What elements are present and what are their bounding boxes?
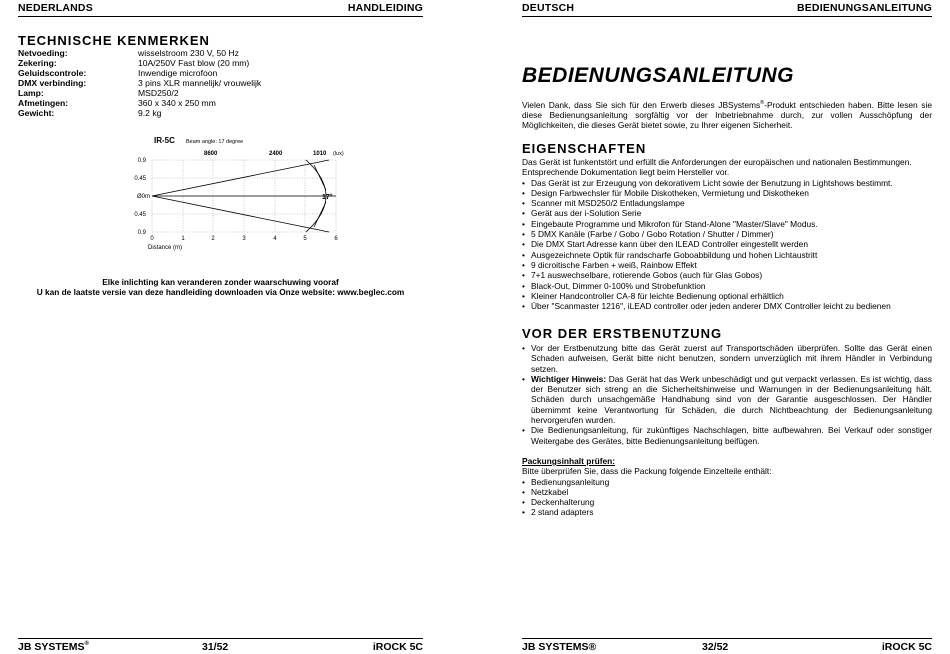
features-list [522,178,932,312]
spec-value: 3 pins XLR mannelijk/ vrouwelijk [138,78,262,88]
list-item: • Design Farbwechsler für Mobile Diskotheken, Vermietung und Diskotheken [522,188,932,198]
notice-line-1: Elke inlichting kan veranderen zonder waarschuwing vooraf [102,277,339,287]
right-header-section: BEDIENUNGSANLEITUNG [796,2,932,14]
list-item: • Eingebaute Programme und Mikrofon für Stand-Alone "Master/Slave" Modus. [522,219,932,229]
lux-label-2: 2400 [269,151,283,157]
left-header [18,0,423,17]
x-tick-4: 4 [273,236,277,242]
list-item: • Bedienungsanleitung [522,477,932,487]
x-tick-2: 2 [211,236,215,242]
spec-key: Netvoeding: [18,48,68,58]
left-header-language: NEDERLANDS [18,2,93,14]
list-item: • Deckenhalterung [522,497,932,507]
list-item: • Die Bedienungsanleitung, für zukünftiges Nachschlagen, bitte aufbewahren. Bei Verkauf oder sonstiger Weitergabe des Gerätes, bitte Bedienungsanleitung beifügen. [522,425,932,446]
spec-value: 10A/250V Fast blow (20 mm) [138,58,250,68]
left-page [18,0,423,654]
spec-key: Afmetingen: [18,98,69,108]
list-item: • Vor der Erstbenutzung bitte das Gerät zuerst auf Transportschäden überprüfen. Sollte das Gerät einen Schaden aufweisen, Gerät bitte nicht benutzen, sondern unverzüglich mit ihrem Händler in Verbindung setzen. [522,343,932,374]
y-tick-1: 0.9 [137,158,146,164]
package-contents-title: Packungsinhalt prüfen: [522,455,616,466]
left-footer-page: 31/52 [202,641,229,653]
spec-row [18,88,423,98]
lux-unit-label: (lux) [333,151,344,157]
left-footer-model: iROCK 5C [372,641,423,653]
list-item: • Gerät aus der i-Solution Serie [522,208,932,218]
y-tick-4: 0.45 [134,212,146,218]
list-item: • Die DMX Start Adresse kann über den ILEAD Controller eingestellt werden [522,239,932,249]
before-first-use-title: VOR DER ERSTBENUTZUNG [522,326,723,341]
before-first-use-block [522,343,932,518]
spec-key: Lamp: [18,88,44,98]
spec-row [18,58,423,68]
list-item: • Black-Out, Dimmer 0-100% und Strobefunktion [522,281,932,291]
technical-specs-title: TECHNISCHE KENMERKEN [18,33,210,48]
beam-angle-chart [114,133,364,251]
list-item: • Das Gerät ist zur Erzeugung von dekorativem Licht sowie der Benutzung in Lightshows bestimmt. [522,178,932,188]
list-item: • Scanner mit MSD250/2 Entladungslampe [522,198,932,208]
spec-row [18,48,423,58]
list-item: • 9 dicroitische Farben + weiß, Rainbow Effekt [522,260,932,270]
spec-value: 360 x 340 x 250 mm [138,98,216,108]
spec-value: MSD250/2 [138,88,179,98]
spec-row [18,68,423,78]
spec-row [18,98,423,108]
x-axis-label: Distance (m) [148,245,183,251]
page-title: BEDIENUNGSANLEITUNG [522,64,795,87]
spec-row [18,78,423,88]
right-header-language: DEUTSCH [522,2,575,14]
features-intro: Das Gerät ist funkentstört und erfüllt die Anforderungen der europäischen und nationalen Bestimmungen. Entsprechende Dokumentation liegt beim Hersteller vor. [522,157,912,178]
list-item: • Ausgezeichnete Optik für randscharfe Goboabbildung und hohen Lichtaustritt [522,250,932,260]
y-tick-2: 0.45 [134,176,146,182]
right-footer-page: 32/52 [702,641,729,653]
spec-value: wisselstroom 230 V, 50 Hz [138,48,239,58]
left-header-section: HANDLEIDING [347,2,423,14]
x-tick-0: 0 [150,236,154,242]
list-item: • 5 DMX Kanäle (Farbe / Gobo / Gobo Rotation / Shutter / Dimmer) [522,229,932,239]
spec-key: Zekering: [18,58,57,68]
spec-list [18,48,423,118]
right-footer [522,638,932,654]
features-title: EIGENSCHAFTEN [522,141,647,156]
list-item: • Netzkabel [522,487,932,497]
right-header [522,0,932,17]
spec-value: Inwendige microfoon [138,68,218,78]
right-page [522,0,932,654]
beam-angle-value: 17° [322,194,333,201]
spec-value: 9.2 kg [138,108,162,118]
notice-line-2: U kan de laatste versie van deze handleiding downloaden via Onze website: www.beglec.com [36,287,405,297]
left-footer-brand: JB SYSTEMS® [18,641,89,653]
x-tick-1: 1 [181,236,185,242]
left-footer [18,638,423,654]
x-tick-3: 3 [242,236,246,242]
chart-model-label: IR-5C [154,136,175,145]
x-tick-5: 5 [303,236,307,242]
list-item: • 2 stand adapters [522,507,932,517]
y-tick-5: 0.9 [137,230,146,236]
spec-key: DMX verbinding: [18,78,87,88]
spec-key: Gewicht: [18,108,55,118]
y-tick-3: Ø0m [136,194,150,200]
spec-row [18,108,423,118]
lux-label-3: 1010 [313,151,327,157]
x-tick-6: 6 [334,236,338,242]
intro-paragraph: Vielen Dank, dass Sie sich für den Erwerb dieses JBSystems®-Produkt entschieden haben. Bitte lesen sie diese Bedienungsanleitung sorgfältig vor der Inbetriebnahme durch, zur vollen Ausschöpfung der Möglichkeiten, die dieses Gerät bietet sowie, zu Ihrer eigenen Sicherheit. [522,99,932,131]
list-item: • Über "Scanmaster 1216", iLEAD controller oder jeden anderer DMX Controller leicht zu bedienen [522,301,932,311]
chart-beam-angle-label: Beam angle: 17 degree [186,139,244,145]
right-footer-model: iROCK 5C [881,641,932,653]
right-footer-brand: JB SYSTEMS® [522,641,597,653]
list-item: • Wichtiger Hinweis: Das Gerät hat das Werk unbeschädigt und gut verpackt verlassen. Es ist wichtig, dass der Benutzer sich streng an die Sicherheitshinweise und Warnungen in der Bedienungsanleitung hält. Schäden durch unsachgemäße Handhabung sind von der Garantie ausgeschlossen. Der Händler übernimmt keine Verantwortung für Schäden, die durch Nichtbeachtung der Bedienungsanleitung hervorgerufen wurden. [522,374,932,425]
list-item: • 7+1 auswechselbare, rotierende Gobos (auch für Glas Gobos) [522,270,932,280]
list-item: • Kleiner Handcontroller CA-8 für leichte Bedienung optional erhältlich [522,291,932,301]
lux-label-1: 8600 [204,151,218,157]
spec-key: Geluidscontrole: [18,68,87,78]
features-block [522,157,932,311]
package-contents-intro: Bitte überprüfen Sie, dass die Packung folgende Einzelteile enthält: [522,466,772,477]
notice-block [18,277,423,297]
package-contents-list [522,477,932,518]
